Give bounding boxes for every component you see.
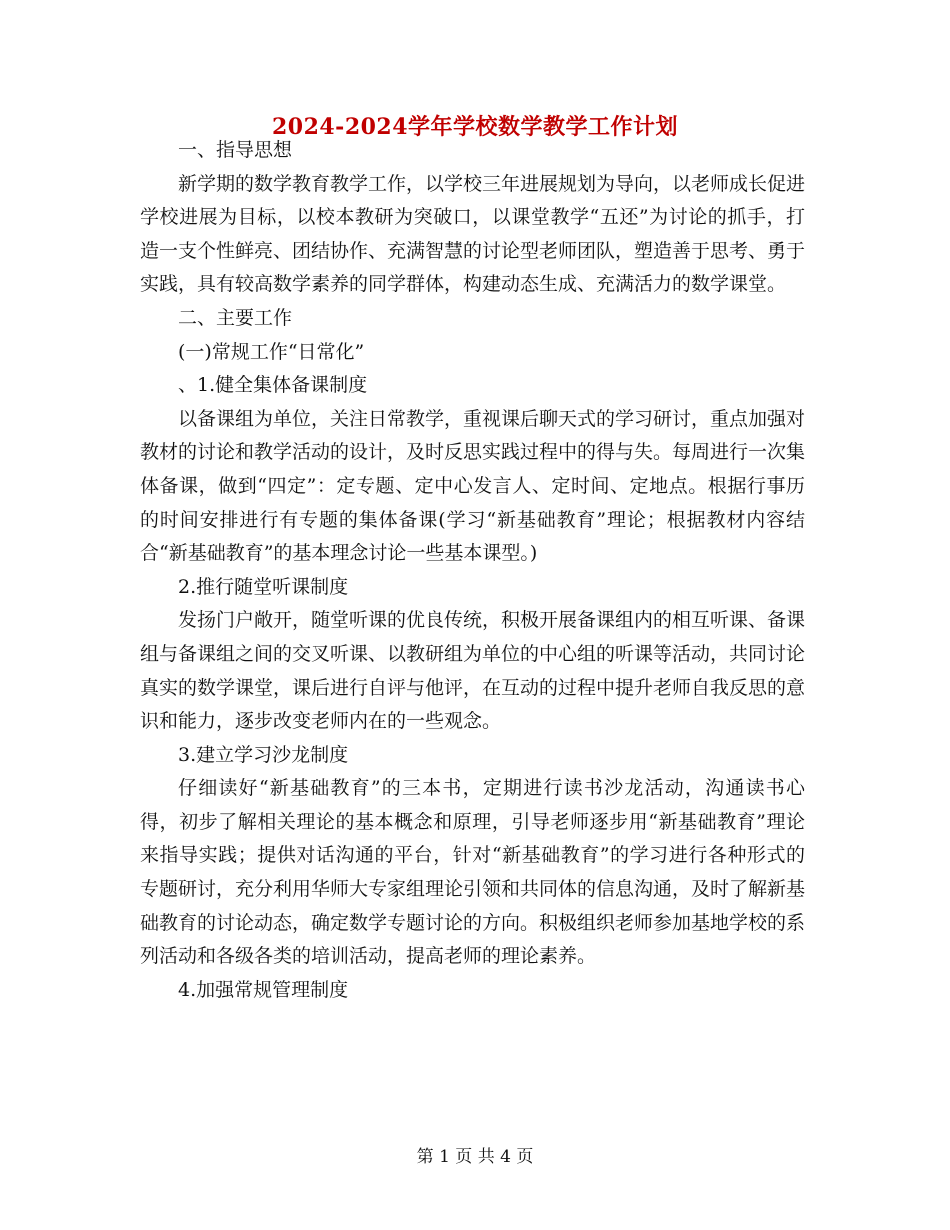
item-heading: 2.推行随堂听课制度 (178, 575, 349, 598)
section-heading: 二、主要工作 (178, 306, 293, 329)
item-heading: 、1.健全集体备课制度 (178, 374, 368, 397)
item-heading: 3.建立学习沙龙制度 (178, 743, 349, 766)
document-title: 2024-2024学年学校数学教学工作计划 (271, 114, 679, 140)
subsection-heading: (一)常规工作“日常化” (178, 340, 365, 363)
body-paragraph: 发扬门户敞开，随堂听课的优良传统，积极开展备课组内的相互听课、备课组与备课组之间的交叉听课、以教研组为单位的中心组的听课等活动，共同讨论真实的数学课堂，课后进行自评与他评，在互动的过程中提升老师自我反思的意识和能力，逐步改变老师内在的一些观念。 (140, 609, 806, 733)
body-paragraph: 以备课组为单位，关注日常教学，重视课后聊天式的学习研讨，重点加强对教材的讨论和教学活动的设计，及时反思实践过程中的得与失。每周进行一次集体备课，做到“四定”：定专题、定中心发言人、定时间、定地点。根据行事历的时间安排进行有专题的集体备课(学习“新基础教育”理论；根据教材内容结合“新基础教育”的基本理念讨论一些基本课型。) (140, 407, 806, 565)
body-paragraph: 仔细读好“新基础教育”的三本书，定期进行读书沙龙活动，沟通读书心得，初步了解相关理论的基本概念和原理，引导老师逐步用“新基础教育”理论来指导实践；提供对话沟通的平台，针对“新基础教育”的学习进行各种形式的专题研讨，充分利用华师大专家组理论引领和共同体的信息沟通，及时了解新基础教育的讨论动态，确定数学专题讨论的方向。积极组织老师参加基地学校的系列活动和各级各类的培训活动，提高老师的理论素养。 (140, 777, 806, 968)
section-heading: 一、指导思想 (178, 139, 293, 161)
document-body (140, 134, 805, 1007)
body-paragraph: 新学期的数学教育教学工作，以学校三年进展规划为导向，以老师成长促进学校进展为目标，以校本教研为突破口，以课堂教学“五还”为讨论的抓手，打造一支个性鲜亮、团结协作、充满智慧的讨论型老师团队，塑造善于思考、勇于实践，具有较高数学素养的同学群体，构建动态生成、充满活力的数学课堂。 (140, 172, 806, 296)
item-heading: 4.加强常规管理制度 (178, 978, 349, 1001)
page-number-footer: 第 1 页 共 4 页 (416, 1147, 534, 1167)
